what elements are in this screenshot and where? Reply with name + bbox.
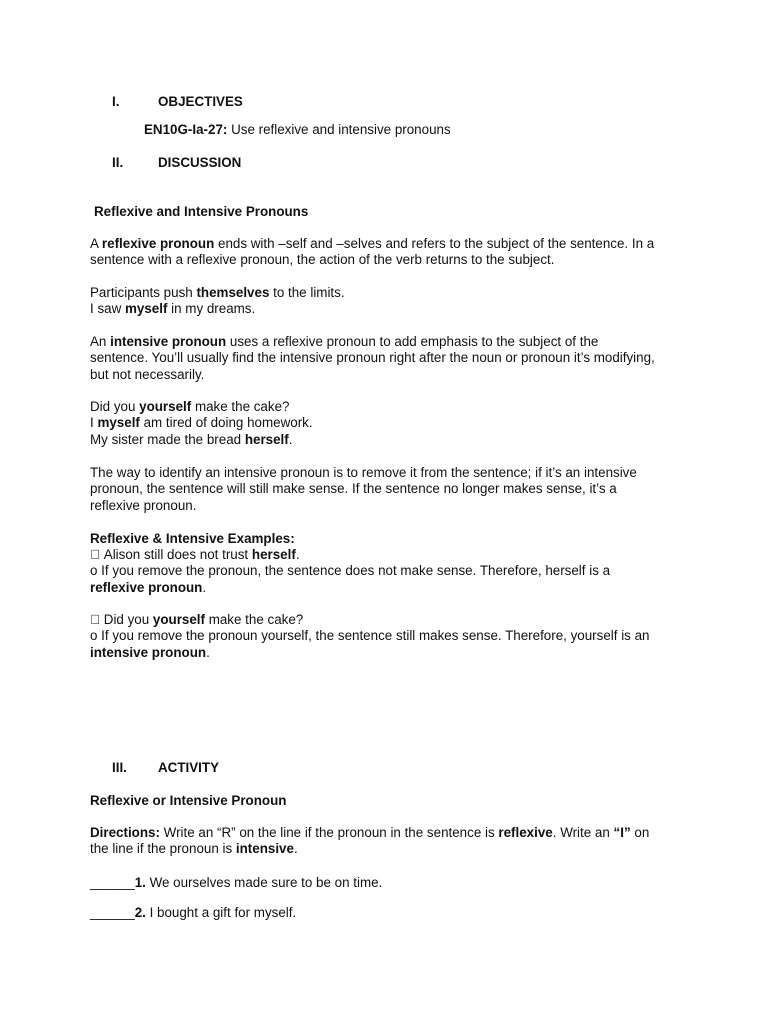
activity-title: Reflexive or Intensive Pronoun	[90, 793, 287, 808]
activity-item-1: ______1. We ourselves made sure to be on time.	[90, 875, 383, 890]
term-reflexive-pronoun: reflexive pronoun	[101, 236, 215, 251]
directions: Directions: Write an “R” on the line if the pronoun in the sentence is reflexive. Write an “I” on the line if the pronoun is intensive.	[90, 825, 650, 857]
examples-title: Reflexive & Intensive Examples:	[90, 531, 295, 546]
objective-text: Use reflexive and intensive pronouns	[227, 122, 451, 137]
answer-blank: ______	[90, 905, 135, 920]
example-1: Alison still does not trust herself. o If you remove the pronoun, the sentence does not make sense. Therefore, herself is a reflexive pronoun.	[90, 547, 611, 595]
objective-line	[144, 122, 451, 137]
section-numeral-objectives: I.	[112, 94, 120, 109]
example-2: Did you yourself make the cake? o If you remove the pronoun yourself, the sentence still makes sense. Therefore, yourself is an intensive pronoun.	[90, 612, 650, 660]
intensive-definition: An intensive pronoun uses a reflexive pronoun to add emphasis to the subject of the sentence. You’ll usually find the intensive pronoun right after the noun or pronoun it’s modifying, but not necessarily.	[90, 334, 655, 382]
section-heading-discussion: DISCUSSION	[158, 155, 242, 170]
square-bullet-icon	[90, 547, 100, 562]
intensive-examples: Did you yourself make the cake? I myself am tired of doing homework. My sister made the bread herself.	[90, 399, 313, 447]
topic-title: Reflexive and Intensive Pronouns	[94, 204, 309, 219]
term-intensive-pronoun: intensive pronoun	[110, 334, 227, 349]
section-numeral-activity: III.	[112, 760, 127, 775]
section-heading-activity: ACTIVITY	[158, 760, 220, 775]
identify-paragraph: The way to identify an intensive pronoun is to remove it from the sentence; if it’s an intensive pronoun, the sentence will still make sense. If the sentence no longer makes sense, it’s a reflexive pronoun.	[90, 465, 637, 513]
section-heading-objectives: OBJECTIVES	[158, 94, 243, 109]
reflexive-examples: Participants push themselves to the limits. I saw myself in my dreams.	[90, 285, 345, 317]
section-numeral-discussion: II.	[112, 155, 124, 170]
directions-label: Directions:	[90, 825, 160, 840]
objective-code: EN10G-Ia-27:	[144, 122, 228, 137]
square-bullet-icon	[90, 612, 100, 627]
activity-item-2: ______2. I bought a gift for myself.	[90, 905, 297, 920]
reflexive-definition: A reflexive pronoun ends with –self and –selves and refers to the subject of the sentence. In a sentence with a reflexive pronoun, the action of the verb returns to the subject.	[90, 236, 655, 268]
answer-blank: ______	[90, 875, 135, 890]
